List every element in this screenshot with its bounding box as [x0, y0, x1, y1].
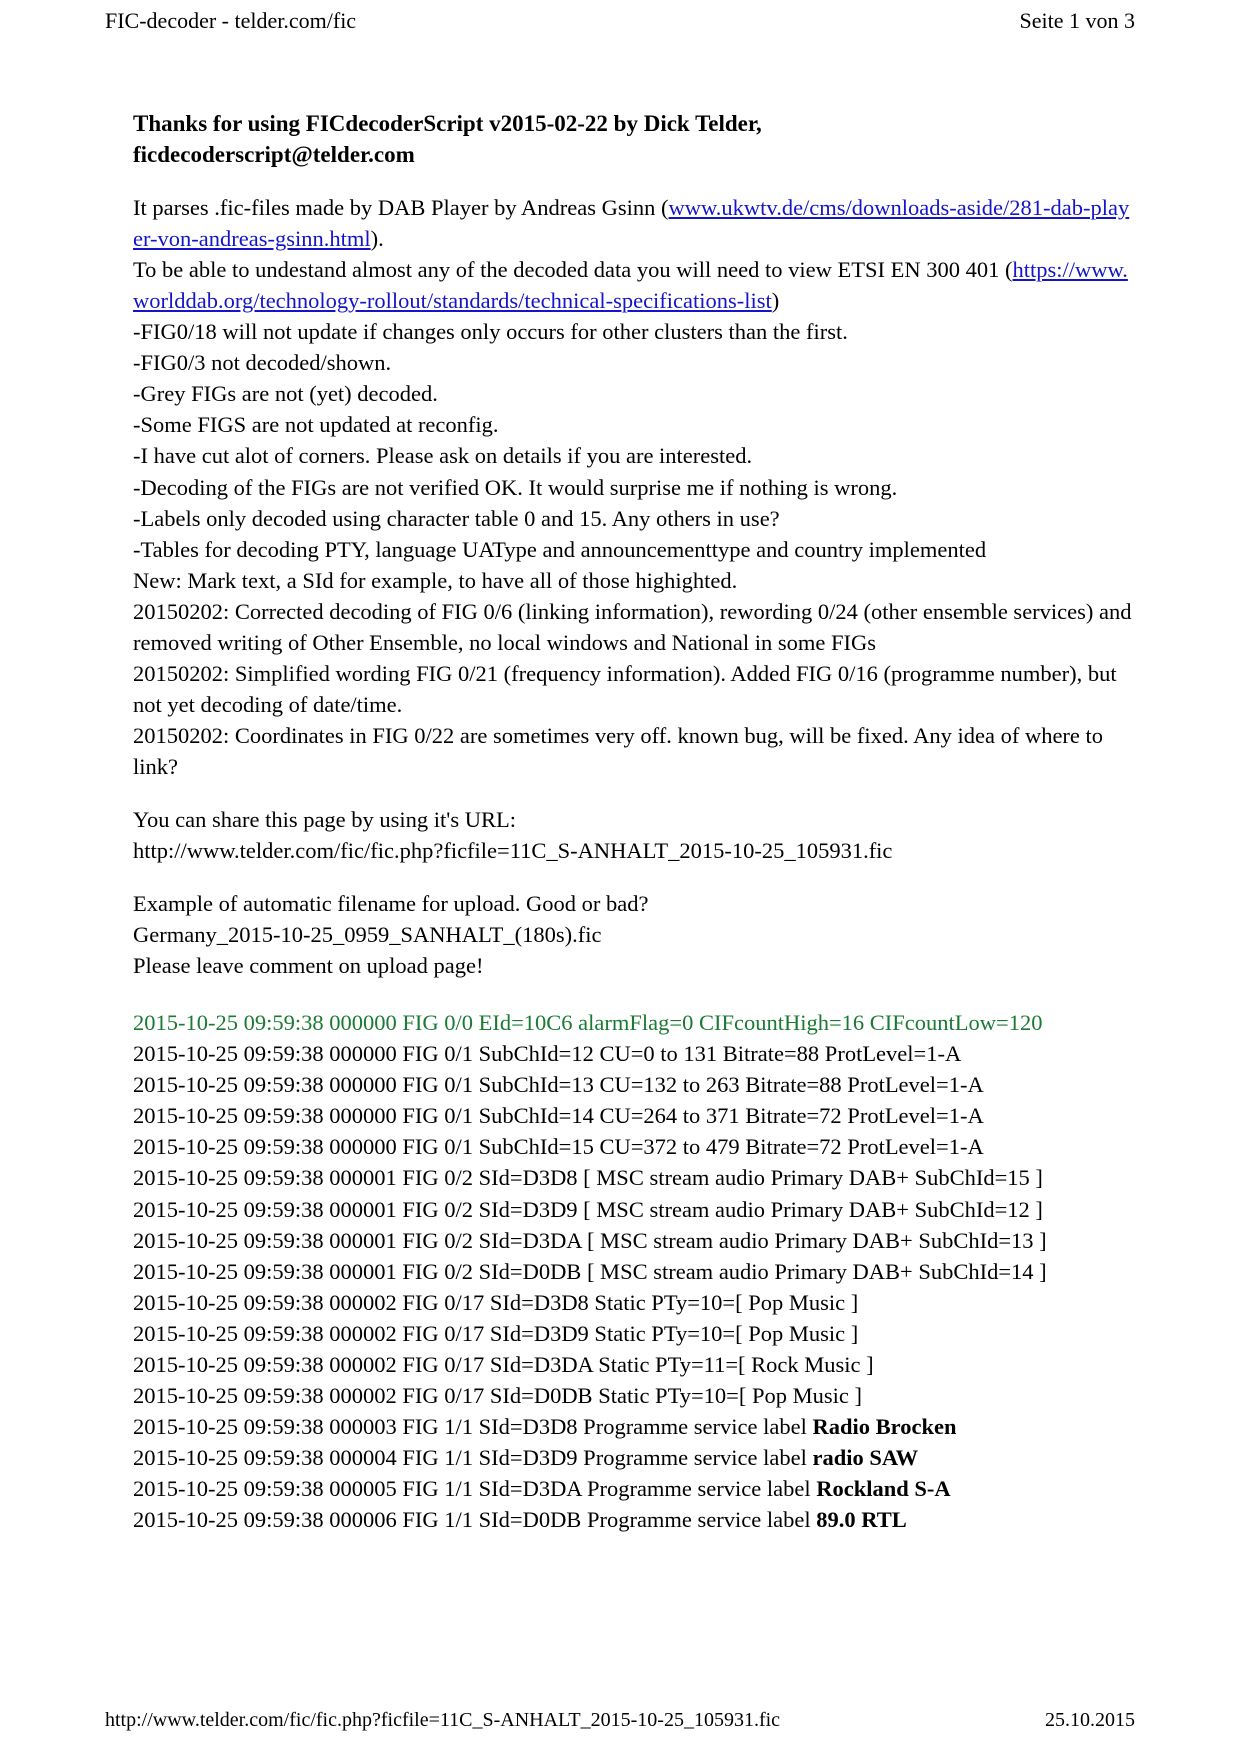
example-filename: Germany_2015-10-25_0959_SANHALT_(180s).fic: [133, 922, 602, 948]
example-label: Example of automatic filename for upload. Good or bad?: [133, 891, 649, 917]
log-line: 2015-10-25 09:59:38 000000 FIG 0/1 SubChId=13 CU=132 to 263 Bitrate=88 ProtLevel=1-A: [133, 1072, 984, 1098]
log-line: [133, 1442, 1133, 1473]
header-left-title: FIC-decoder - telder.com/fic: [105, 8, 357, 33]
note-line: -FIG0/3 not decoded/shown.: [133, 350, 392, 376]
log-line: [133, 1504, 1133, 1535]
share-label: You can share this page by using it's URL:: [133, 806, 516, 832]
log-line-prefix: 2015-10-25 09:59:38 000004 FIG 1/1 SId=D3D9 Programme service label: [133, 1444, 813, 1470]
log-line-prefix: 2015-10-25 09:59:38 000005 FIG 1/1 SId=D3DA Programme service label: [133, 1475, 817, 1501]
example-paragraph: [133, 888, 1133, 981]
log-line: [133, 1473, 1133, 1504]
share-paragraph: [133, 804, 1133, 866]
log-line: 2015-10-25 09:59:38 000001 FIG 0/2 SId=D0DB [ MSC stream audio Primary DAB+ SubChId=14 ]: [133, 1258, 1047, 1284]
title-line-2: ficdecoderscript@telder.com: [133, 142, 415, 168]
intro-text-d: ): [771, 288, 780, 314]
log-line-prefix: 2015-10-25 09:59:38 000003 FIG 1/1 SId=D3D8 Programme service label: [133, 1413, 813, 1439]
intro-text-c: To be able to undestand almost any of the decoded data you will need to view ETSI EN 300 401 (: [133, 257, 1013, 283]
share-url: http://www.telder.com/fic/fic.php?ficfile=11C_S-ANHALT_2015-10-25_105931.fic: [133, 838, 893, 864]
document-title: [133, 108, 1133, 170]
note-line: -I have cut alot of corners. Please ask on details if you are interested.: [133, 443, 753, 469]
example-comment-note: Please leave comment on upload page!: [133, 953, 484, 979]
note-line: -Tables for decoding PTY, language UAType and announcementtype and country implemented: [133, 536, 987, 562]
title-line-1: Thanks for using FICdecoderScript v2015-02-22 by Dick Telder,: [133, 111, 762, 136]
note-line: 20150202: Corrected decoding of FIG 0/6 (linking information), rewording 0/24 (other ensemble services) and removed writing of Other Ensemble, no local windows and National in some FIGs: [133, 598, 1132, 655]
footer-url: http://www.telder.com/fic/fic.php?ficfile=11C_S-ANHALT_2015-10-25_105931.fic: [105, 1709, 781, 1731]
log-line: 2015-10-25 09:59:38 000002 FIG 0/17 SId=D0DB Static PTy=10=[ Pop Music ]: [133, 1382, 862, 1408]
service-label: Rockland S-A: [816, 1475, 951, 1501]
intro-paragraph: [133, 192, 1133, 782]
log-line: 2015-10-25 09:59:38 000000 FIG 0/1 SubChId=15 CU=372 to 479 Bitrate=72 ProtLevel=1-A: [133, 1134, 984, 1160]
service-label: Radio Brocken: [812, 1413, 957, 1439]
log-line: [133, 1411, 1133, 1442]
note-line: -Some FIGS are not updated at reconfig.: [133, 412, 499, 438]
note-line: -FIG0/18 will not update if changes only occurs for other clusters than the first.: [133, 319, 848, 345]
note-line: 20150202: Coordinates in FIG 0/22 are sometimes very off. known bug, will be fixed. Any idea of where to link?: [133, 722, 1104, 779]
intro-line-etsi: [133, 254, 1133, 316]
dab-player-link[interactable]: www.ukwtv.de/cms/downloads-aside/281-dab-player-von-andreas-gsinn.html: [133, 195, 1130, 252]
document-body: [133, 108, 1133, 1535]
log-line: 2015-10-25 09:59:38 000001 FIG 0/2 SId=D3D8 [ MSC stream audio Primary DAB+ SubChId=15 ]: [133, 1165, 1043, 1191]
log-line: 2015-10-25 09:59:38 000002 FIG 0/17 SId=D3D9 Static PTy=10=[ Pop Music ]: [133, 1320, 859, 1346]
intro-text-b: ).: [370, 226, 384, 252]
log-line: 2015-10-25 09:59:38 000001 FIG 0/2 SId=D3DA [ MSC stream audio Primary DAB+ SubChId=13 ]: [133, 1227, 1047, 1253]
header-page-number: Seite 1 von 3: [1019, 8, 1135, 33]
note-line: 20150202: Simplified wording FIG 0/21 (frequency information). Added FIG 0/16 (programme number), but not yet decoding of date/time.: [133, 660, 1117, 717]
log-line: 2015-10-25 09:59:38 000001 FIG 0/2 SId=D3D9 [ MSC stream audio Primary DAB+ SubChId=12 ]: [133, 1196, 1043, 1222]
fic-log-output: [133, 1007, 1133, 1535]
log-line-prefix: 2015-10-25 09:59:38 000006 FIG 1/1 SId=D0DB Programme service label: [133, 1506, 817, 1532]
log-line: 2015-10-25 09:59:38 000002 FIG 0/17 SId=D3DA Static PTy=11=[ Rock Music ]: [133, 1351, 874, 1377]
note-line: New: Mark text, a SId for example, to have all of those highighted.: [133, 567, 738, 593]
page-footer: [0, 1709, 1240, 1732]
page-header: [0, 0, 1240, 34]
intro-text-a: It parses .fic-files made by DAB Player by Andreas Gsinn (: [133, 195, 669, 221]
note-line: -Labels only decoded using character table 0 and 15. Any others in use?: [133, 505, 780, 531]
worlddab-specs-link[interactable]: https://www.worlddab.org/technology-rollout/standards/technical-specifications-list: [133, 257, 1128, 314]
intro-line-dabplayer: [133, 192, 1133, 254]
log-line: 2015-10-25 09:59:38 000000 FIG 0/0 EId=10C6 alarmFlag=0 CIFcountHigh=16 CIFcountLow=120: [133, 1010, 1043, 1036]
log-line: 2015-10-25 09:59:38 000000 FIG 0/1 SubChId=12 CU=0 to 131 Bitrate=88 ProtLevel=1-A: [133, 1041, 962, 1067]
note-line: -Decoding of the FIGs are not verified OK. It would surprise me if nothing is wrong.: [133, 474, 898, 500]
log-line: 2015-10-25 09:59:38 000000 FIG 0/1 SubChId=14 CU=264 to 371 Bitrate=72 ProtLevel=1-A: [133, 1103, 984, 1129]
service-label: 89.0 RTL: [816, 1506, 907, 1532]
note-line: -Grey FIGs are not (yet) decoded.: [133, 381, 438, 407]
footer-date: 25.10.2015: [1045, 1709, 1135, 1731]
log-line: 2015-10-25 09:59:38 000002 FIG 0/17 SId=D3D8 Static PTy=10=[ Pop Music ]: [133, 1289, 859, 1315]
service-label: radio SAW: [812, 1444, 919, 1470]
